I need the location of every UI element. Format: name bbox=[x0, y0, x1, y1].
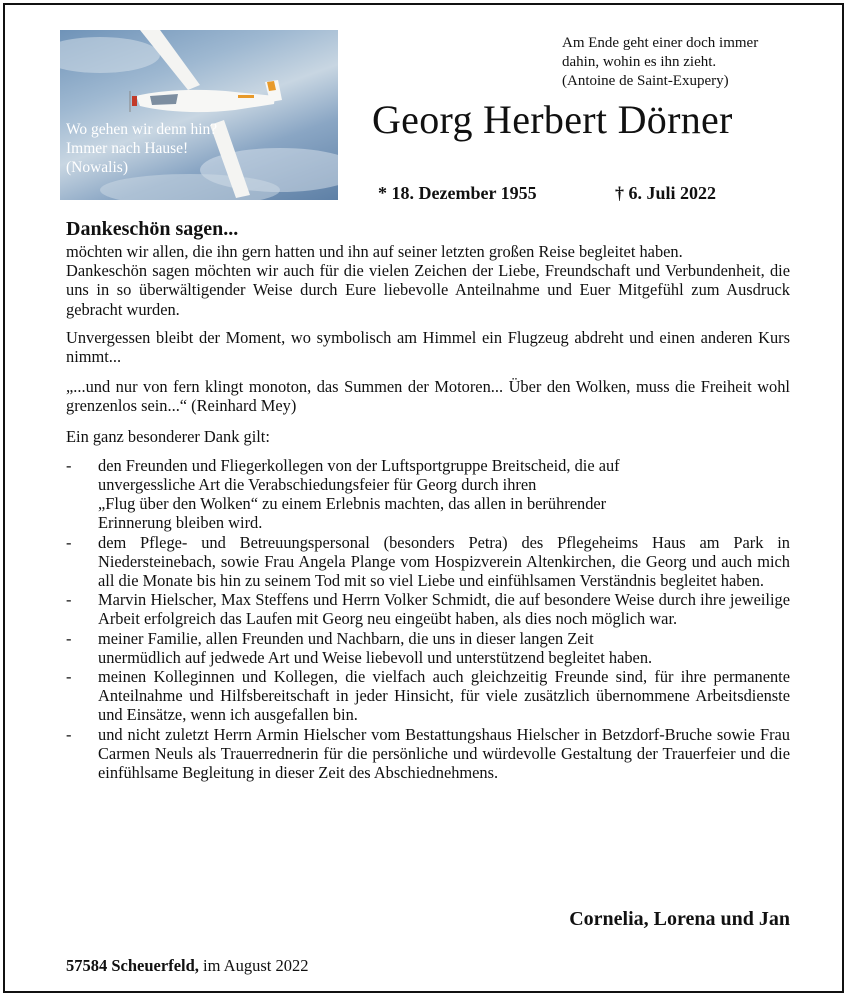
list-dash: - bbox=[66, 628, 72, 648]
list-item bbox=[66, 456, 790, 533]
notice-body bbox=[66, 216, 790, 782]
list-dash: - bbox=[66, 532, 72, 552]
photo-quote-author: (Nowalis) bbox=[66, 159, 128, 176]
list-dash: - bbox=[66, 455, 72, 475]
list-dash: - bbox=[66, 724, 72, 744]
list-item-line: den Freunden und Fliegerkollegen von der Luftsportgruppe Breitscheid, die auf bbox=[98, 455, 620, 475]
paragraph: Dankeschön sagen möchten wir auch für die vielen Zeichen der Liebe, Freundschaft und Verbundenheit, die uns in so überwältigender Weise durch Eure liebevolle Anteilnahme und Euer Mitgefühl zum Ausdruck gebracht wurden. bbox=[66, 261, 790, 319]
list-item-text: dem Pflege- und Betreuungspersonal (besonders Petra) des Pflegeheims Haus am Park in Niedersteinebach, sowie Frau Angela Plange vom Hospizverein Altenkirchen, die Georg und auch mich all die Monate bis hin zu seinem Tod mit so viel Liebe und einfühlsamen Verständnis begleitet haben. bbox=[98, 532, 790, 591]
list-item-line: unvergessliche Art die Verabschiedungsfeier für Georg durch ihren bbox=[98, 475, 537, 495]
list-dash: - bbox=[66, 590, 72, 610]
list-item bbox=[66, 629, 790, 667]
list-item-text: Marvin Hielscher, Max Steffens und Herrn Volker Schmidt, die auf besondere Weise durch ihre jeweilige Arbeit erfolgreich das Laufen mit Georg neu eingeübt haben, als dies noch möglich war. bbox=[98, 590, 790, 629]
glider-photo bbox=[60, 30, 338, 200]
list-item-text: meinen Kolleginnen und Kollegen, die vielfach auch gleichzeitig Freunde sind, für ihre permanente Anteilnahme und Hilfsbereitschaft in jeder Hinsicht, für viele zusätzlich übernommene Arbeitsdienste und Einsätze, wenn ich ausgefallen bin. bbox=[98, 667, 790, 725]
list-intro: Ein ganz besonderer Dank gilt: bbox=[66, 426, 270, 446]
birth-date: * 18. Dezember 1955 bbox=[378, 183, 537, 203]
paragraph: möchten wir allen, die ihn gern hatten und ihn auf seiner letzten großen Reise begleitet haben. bbox=[66, 242, 683, 261]
thanks-heading: Dankeschön sagen... bbox=[66, 218, 239, 240]
top-quote-line: Am Ende geht einer doch immer bbox=[562, 35, 759, 51]
signature: Cornelia, Lorena und Jan bbox=[569, 908, 790, 930]
list-item bbox=[66, 667, 790, 725]
photo-quote bbox=[66, 120, 217, 177]
thanks-list bbox=[66, 456, 790, 782]
list-item-line: Erinnerung bleiben wird. bbox=[98, 513, 263, 533]
list-item-line: unermüdlich auf jedwede Art und Weise liebevoll und unterstützend begleitet haben. bbox=[98, 647, 653, 667]
top-quote-author: (Antoine de Saint-Exupery) bbox=[562, 73, 729, 89]
quote-paragraph: „...und nur von fern klingt monoton, das Summen der Motoren... Über den Wolken, muss die Freiheit wohl grenzenlos sein...“ (Reinhard Mey) bbox=[66, 377, 790, 416]
list-item-line: meiner Familie, allen Freunden und Nachbarn, die uns in dieser langen Zeit bbox=[98, 628, 594, 648]
list-item-line: „Flug über den Wolken“ zu einem Erlebnis machten, das allen in berührender bbox=[98, 494, 607, 514]
footer bbox=[66, 956, 308, 976]
footer-place: 57584 Scheuerfeld, bbox=[66, 956, 199, 975]
list-item bbox=[66, 725, 790, 783]
list-dash: - bbox=[66, 667, 72, 687]
list-item bbox=[66, 590, 790, 628]
top-quote-line: dahin, wohin es ihn zieht. bbox=[562, 54, 717, 70]
list-item-text: und nicht zuletzt Herrn Armin Hielscher vom Bestattungshaus Hielscher in Betzdorf-Bruche sowie Frau Carmen Neuls als Trauerrednerin für die persönliche und würdevolle Gestaltung der Trauerfeier und die einfühlsame Begleitung in dieser Zeit des Abschiednehmens. bbox=[98, 724, 790, 783]
death-date: † 6. Juli 2022 bbox=[615, 183, 717, 203]
list-item bbox=[66, 533, 790, 591]
deceased-name: Georg Herbert Dörner bbox=[372, 97, 733, 142]
photo-quote-line: Wo gehen wir denn hin? bbox=[66, 121, 218, 138]
top-quote bbox=[562, 34, 802, 91]
footer-date: im August 2022 bbox=[203, 956, 309, 975]
paragraph: Unvergessen bleibt der Moment, wo symbolisch am Himmel ein Flugzeug abdreht und einen anderen Kurs nimmt... bbox=[66, 327, 790, 367]
photo-quote-line: Immer nach Hause! bbox=[66, 140, 189, 157]
